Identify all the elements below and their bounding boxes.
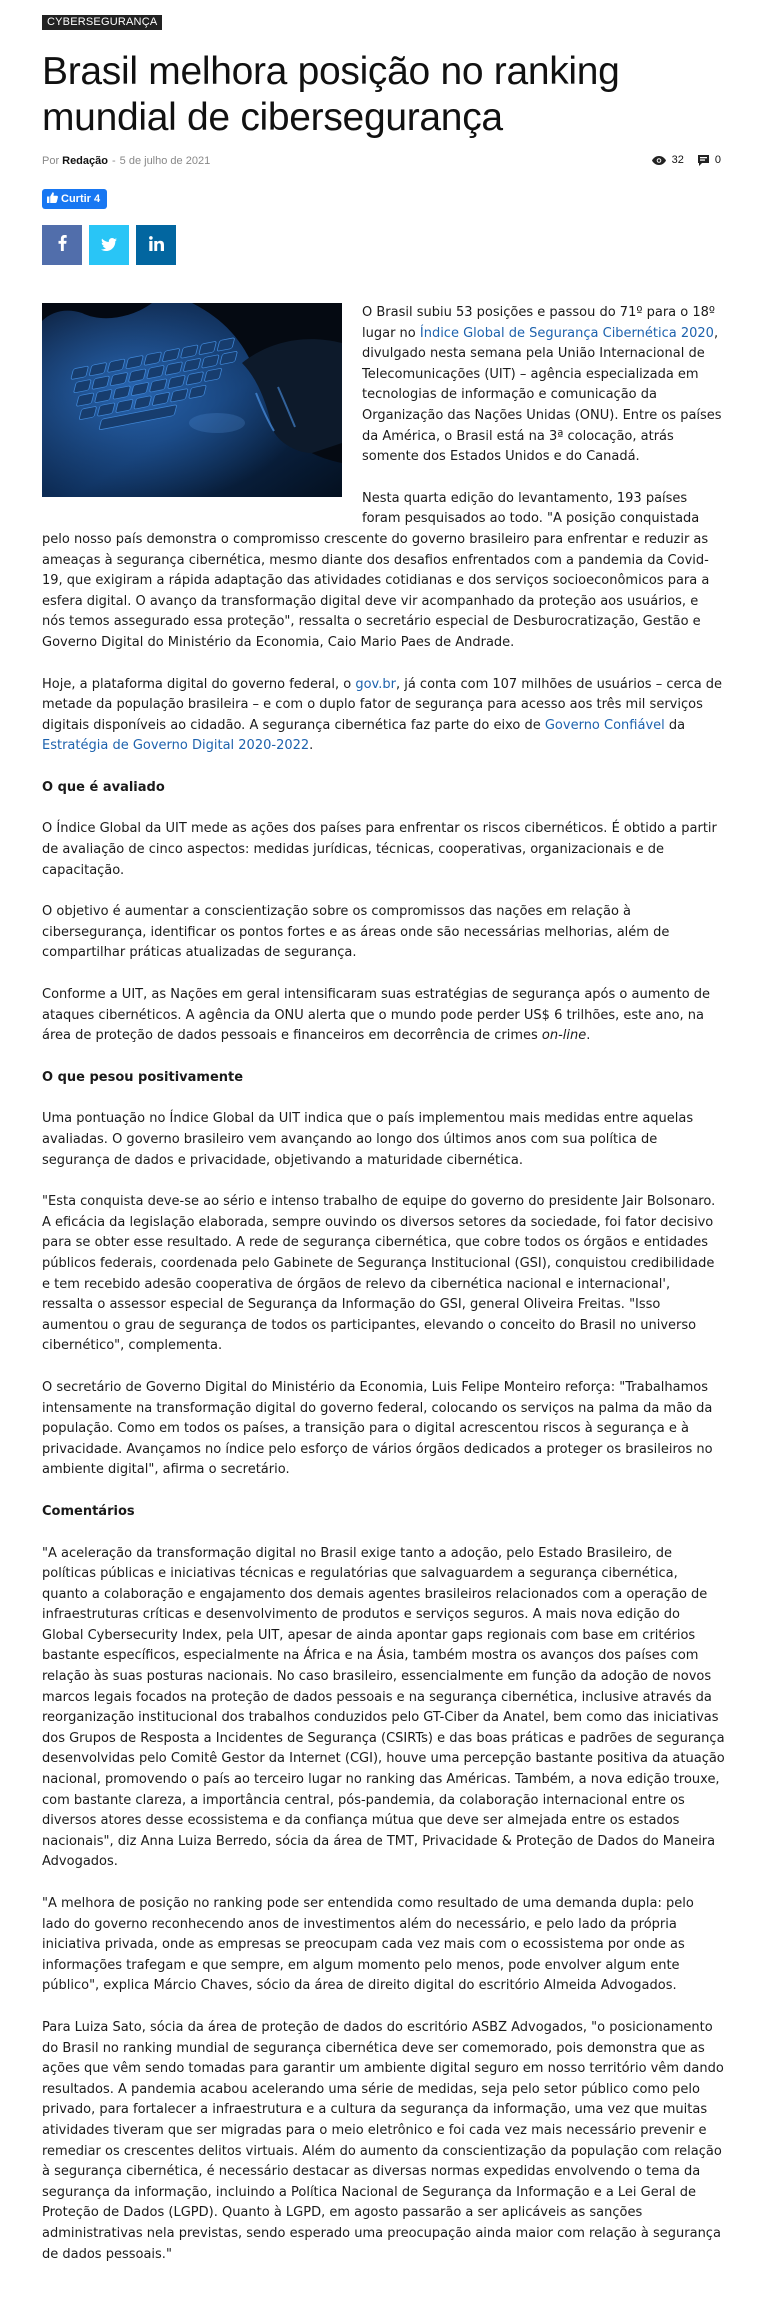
hero-image-hacker-keyboard <box>42 303 342 497</box>
p3-text-b: , já conta com 107 milhões de usuários – cerca de metade da população brasileira – e com o duplo fator de segurança para acesso aos três mil serviços digitais disponíveis ao cidadão. A segurança cibernética faz parte do eixo de <box>42 676 723 733</box>
facebook-icon <box>58 235 67 255</box>
by-label: Por <box>42 155 60 167</box>
section-heading-avaliado: O que é avaliado <box>42 779 165 795</box>
like-label: Curtir 4 <box>61 193 101 205</box>
paragraph-9: O secretário de Governo Digital do Ministério da Economia, Luis Felipe Monteiro reforça: "Trabalhamos intensamente na transformação digital do governo federal, colocando os serviços na palma da mão da população. Como em todos os países, a transição para o digital acrescentou riscos à segurança e à privacidade. Avançamos no índice pelo esforço de vários órgãos dedicados a proteger os brasileiros no ambiente digital", afirma o secretário. <box>42 1379 713 1478</box>
twitter-icon <box>101 236 117 255</box>
comments-count[interactable] <box>698 154 721 166</box>
p3-text-a: Hoje, a plataforma digital do governo federal, o <box>42 676 356 692</box>
article-body <box>42 303 725 2265</box>
post-date: 5 de julho de 2021 <box>119 155 211 167</box>
thumbs-up-icon <box>47 192 58 206</box>
comments-number: 0 <box>714 154 721 166</box>
page-title: Brasil melhora posição no ranking mundial de cibersegurança <box>42 50 620 139</box>
paragraph-4: O Índice Global da UIT mede as ações dos países para enfrentar os riscos cibernéticos. É obtido a partir de avaliação de cinco aspectos: medidas jurídicas, técnicas, cooperativas, organizacionais e de capacitação. <box>42 821 717 878</box>
paragraph-11: "A melhora de posição no ranking pode ser entendida como resultado de uma demanda dupla: pelo lado do governo reconhecendo anos de investimentos além do necessário, e pelo lado da própria iniciativa privada, onde as empresas se preocupam cada vez mais com o ecossistema por onde as informações trafegam e que sempre, em algum momento pelo menos, pode envolver algum ente público", explica Márcio Chaves, sócio da área de direito digital do escritório Almeida Advogados. <box>42 1896 694 1994</box>
share-buttons <box>42 225 725 265</box>
post-stats <box>652 154 721 166</box>
paragraph-5: O objetivo é aumentar a conscientização sobre os compromissos das nações em relação à cibersegurança, identificar os pontos fortes e as áreas onde são necessárias melhorias, além de compartilhar práticas atualizadas de segurança. <box>42 904 670 961</box>
p3-text-d: . <box>309 738 314 754</box>
section-heading-positivamente: O que pesou positivamente <box>42 1069 244 1085</box>
paragraph-7: Uma pontuação no Índice Global da UIT indica que o país implementou mais medidas entre aquelas avaliadas. O governo brasileiro vem avançando ao longo dos últimos anos com sua política de segurança de dados e privacidade, objetivando a maturidade cibernética. <box>42 1111 694 1168</box>
share-linkedin-button[interactable] <box>136 225 176 265</box>
paragraph-8: "Esta conquista deve-se ao sério e intenso trabalho de equipe do governo do presidente Jair Bolsonaro. A eficácia da legislação elaborada, sempre ouvindo os diversos setores da sociedade, foi fator decisivo para se obter esse resultado. A rede de segurança cibernética, que cobre todos os órgãos e entidades públicos federais, coordenada pelo Gabinete de Segurança Institucional (GSI), conquistou credibilidade e tem recebido adesão cooperativa de órgãos de relevo da cibernética nacional e internacional', ressalta o assessor especial de Segurança da Informação do GSI, general Oliveira Freitas. "Isso aumentou o grau de segurança de todos os participantes, elevando o conceito do Brasil no universo cibernético", complementa. <box>42 1194 716 1354</box>
p6-emphasis: on-line <box>541 1028 587 1044</box>
facebook-like-button[interactable] <box>42 189 107 209</box>
paragraph-6 <box>42 985 725 1047</box>
p3-text-c: da <box>664 717 686 733</box>
category-tag[interactable]: CYBERSEGURANÇA <box>42 15 162 30</box>
link-gov-br[interactable]: gov.br <box>355 676 396 692</box>
link-indice-global[interactable]: Índice Global de Segurança Cibernética 2020 <box>419 325 714 341</box>
paragraph-12: Para Luiza Sato, sócia da área de proteção de dados do escritório ASBZ Advogados, "o posicionamento do Brasil no ranking mundial de segurança cibernética deve ser comemorado, pois demonstra que as ações que vêm sendo tomadas para garantir um ambiente digital seguro em nosso território vêm dando resultados. A pandemia acabou acelerando uma série de medidas, seja pelo setor público como pelo privado, para fortalecer a infraestrutura e a cultura da segurança da informação, uma vez que muitas atividades tiveram que ser migradas para o meio eletrônico e foi cada vez mais necessário prevenir e remediar os crescentes delitos virtuais. Além do aumento da conscientização da população com relação à segurança cibernética, é necessário destacar as diversas normas expedidas envolvendo o tema da segurança da informação, incluindo a Política Nacional de Segurança da Informação e a Lei Geral de Proteção de Dados (LGPD). Quanto à LGPD, em agosto passarão a ser aplicáveis as sanções administrativas nela previstas, sendo esperado uma preocupação ainda maior com relação à segurança de dados pessoais." <box>42 2019 724 2262</box>
author-link[interactable]: Redação <box>62 155 108 167</box>
share-twitter-button[interactable] <box>89 225 129 265</box>
p1-text-a: O Brasil subiu 53 posições e passou do 71º para o 18º lugar no <box>362 305 716 341</box>
post-meta <box>42 155 725 173</box>
linkedin-icon <box>149 236 164 255</box>
link-estrategia-governo-digital[interactable]: Estratégia de Governo Digital 2020-2022 <box>42 738 310 754</box>
share-facebook-button[interactable] <box>42 225 82 265</box>
comment-icon <box>698 155 709 166</box>
paragraph-10: "A aceleração da transformação digital no Brasil exige tanto a adoção, pelo Estado Brasileiro, de políticas públicas e iniciativas técnicas e regulatórias que salvaguardem a segurança cibernética, quanto a colaboração e engajamento dos demais agentes brasileiros relacionados com a operação de infraestruturas críticas e desenvolvimento de produtos e serviços seguros. A mais nova edição do Global Cybersecurity Index, pela UIT, apesar de ainda apontar gaps regionais com base em critérios bastante específicos, especialmente na África e na Ásia, também mostra os avanços dos países com relação às suas posturas nacionais. No caso brasileiro, essencialmente em função da adoção de novos marcos legais focados na proteção de dados pessoais e na segurança cibernética, inclusive através da reorganização institucional dos trabalhos conduzidos pelo GT-Ciber da Anatel, bem como das iniciativas dos Grupos de Resposta a Incidentes de Segurança (CSIRTs) e das boas práticas e padrões de segurança desenvolvidas pelo Comitê Gestor da Internet (CGI), houve uma percepção bastante positiva da atuação nacional, promovendo o país ao terceiro lugar no ranking das Américas. Também, a nova edição trouxe, com bastante clareza, a importância central, pós-pandemia, da colaboração internacional entre os diversos atores desse ecossistema e da confiança mútua que deve ser almejada entre os estados nacionais", diz Anna Luiza Berredo, sócia da área de TMT, Privacidade & Proteção de Dados do Maneira Advogados. <box>42 1545 725 1870</box>
views-count <box>652 154 684 166</box>
paragraph-3 <box>42 675 725 757</box>
paragraph-2: Nesta quarta edição do levantamento, 193 países foram pesquisados ao todo. "A posição conquistada pelo nosso país demonstra o compromisso crescente do governo brasileiro para enfrentar e reduzir as ameaças à segurança cibernética, mesmo diante dos desafios enfrentados com a pandemia da Covid-19, que exigiram a rápida adaptação das atividades cotidianas e dos serviços socioeconômicos para a esfera digital. O avanço da transformação digital deve vir acompanhado da proteção aos usuários, e nós temos assegurado essa proteção", ressalta o secretário especial de Desburocratização, Gestão e Governo Digital do Ministério da Economia, Caio Mario Paes de Andrade. <box>42 490 710 650</box>
eye-icon <box>652 156 666 165</box>
meta-separator: - <box>111 155 116 167</box>
views-number: 32 <box>671 154 684 166</box>
p1-text-b: , divulgado nesta semana pela União Internacional de Telecomunicações (UIT) – agência especializada em tecnologias de informação e comunicação da Organização das Nações Unidas (ONU). Entre os países da América, o Brasil está na 3ª colocação, atrás somente dos Estados Unidos e do Canadá. <box>362 325 722 465</box>
link-governo-confiavel[interactable]: Governo Confiável <box>544 717 665 733</box>
p6-text-a: Conforme a UIT, as Nações em geral intensificaram suas estratégias de segurança após o aumento de ataques cibernéticos. A agência da ONU alerta que o mundo pode perder US$ 6 trilhões, este ano, na área de proteção de dados pessoais e financeiros em decorrência de crimes <box>42 987 711 1044</box>
section-heading-comentarios: Comentários <box>42 1503 135 1519</box>
p6-text-b: . <box>586 1028 591 1044</box>
